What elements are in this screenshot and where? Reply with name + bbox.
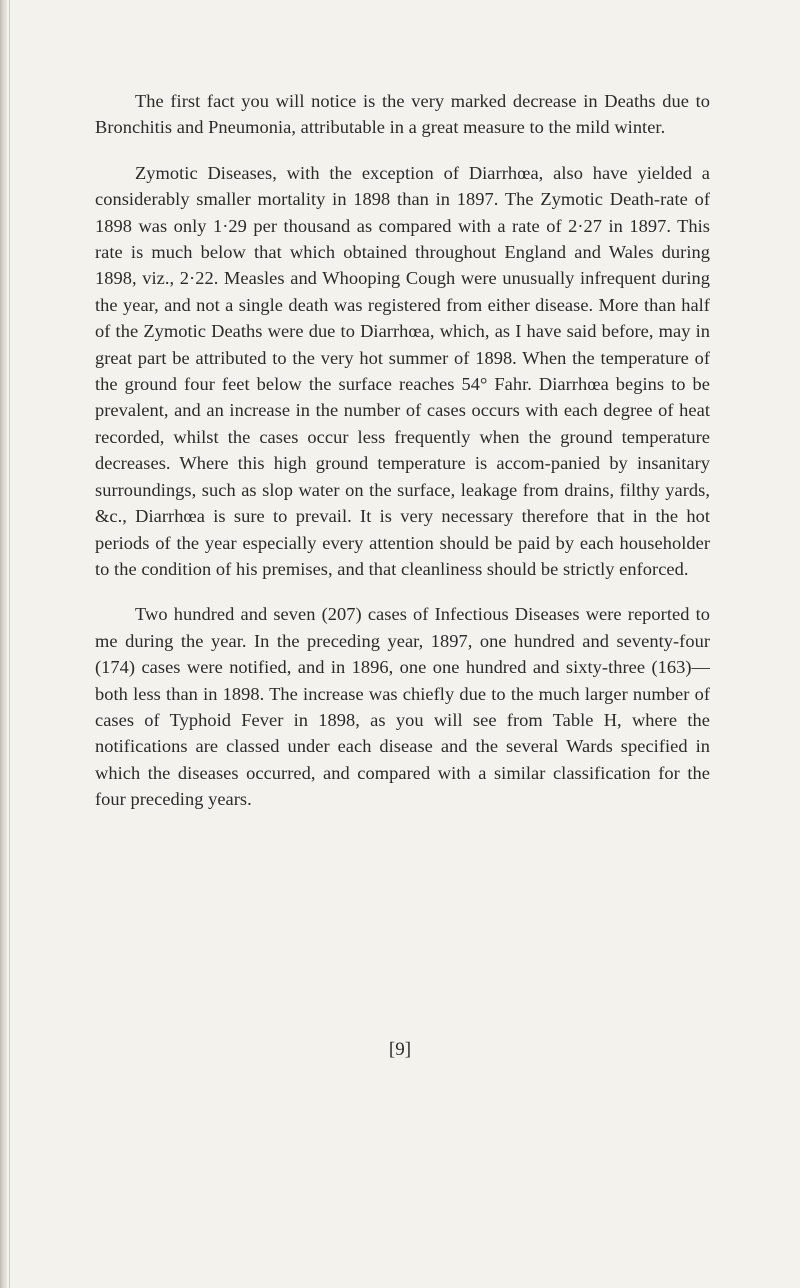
page-binding-edge	[0, 0, 7, 1288]
document-body	[95, 88, 710, 813]
paragraph-zymotic-diseases: Zymotic Diseases, with the exception of Diarrhœa, also have yielded a considerably smaller mortality in 1898 than in 1897. The Zymotic Death-rate of 1898 was only 1·29 per thousand as compared with a rate of 2·27 in 1897. This rate is much below that which obtained throughout England and Wales during 1898, viz., 2·22. Measles and Whooping Cough were unusually infrequent during the year, and not a single death was registered from either disease. More than half of the Zymotic Deaths were due to Diarrhœa, which, as I have said before, may in great part be attributed to the very hot summer of 1898. When the temperature of the ground four feet below the surface reaches 54° Fahr. Diarrhœa begins to be prevalent, and an increase in the number of cases occurs with each degree of heat recorded, whilst the cases occur less frequently when the ground temperature decreases. Where this high ground temperature is accom-panied by insanitary surroundings, such as slop water on the surface, leakage from drains, filthy yards, &c., Diarrhœa is sure to prevail. It is very necessary therefore that in the hot periods of the year especially every attention should be paid by each householder to the condition of his premises, and that cleanliness should be strictly enforced.	[95, 162, 710, 579]
paragraph-bronchitis-pneumonia: The first fact you will notice is the very marked decrease in Deaths due to Bronchitis and Pneumonia, attributable in a great measure to the mild winter.	[95, 91, 710, 138]
paragraph-infectious-diseases: Two hundred and seven (207) cases of Infectious Diseases were reported to me during the year. In the preceding year, 1897, one hundred and seventy-four (174) cases were notified, and in 1896, one one hundred and sixty-three (163)—both less than in 1898. The increase was chiefly due to the much larger number of cases of Typhoid Fever in 1898, as you will see from Table H, where the notifications are classed under each disease and the several Wards specified in which the diseases occurred, and compared with a similar classification for the four preceding years.	[95, 604, 710, 810]
page-edge-line	[9, 0, 10, 1288]
page-number: [9]	[388, 1039, 412, 1060]
